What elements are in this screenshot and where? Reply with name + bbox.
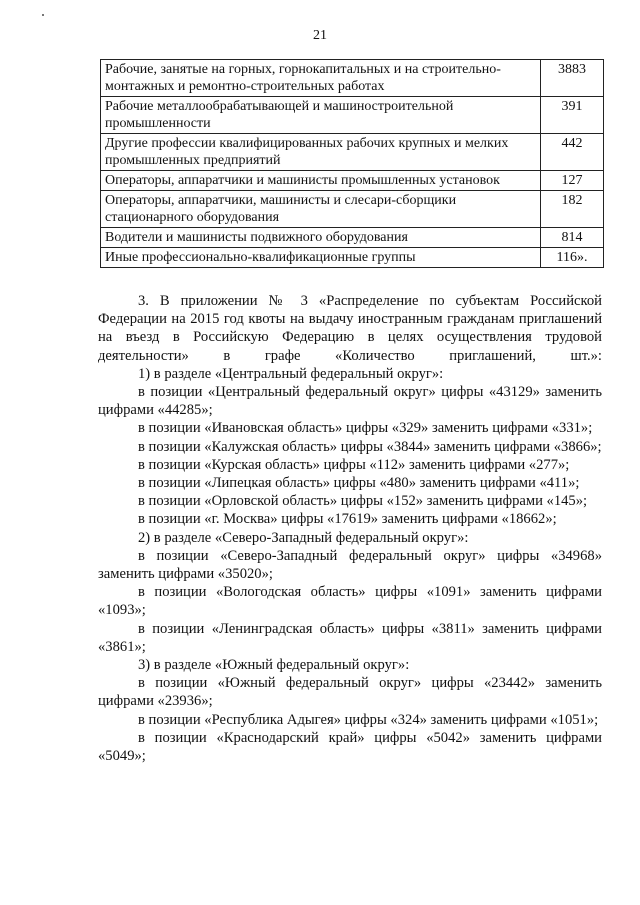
table-row bbox=[101, 97, 604, 134]
amendment-item: в позиции «Центральный федеральный округ» цифры «43129» заменить цифрами «44285»; bbox=[98, 384, 602, 419]
row-label: Операторы, аппаратчики и машинисты промышленных установок bbox=[101, 171, 541, 191]
row-value: 391 bbox=[541, 97, 604, 134]
row-value: 116». bbox=[541, 248, 604, 268]
scan-speck bbox=[42, 14, 44, 16]
row-value: 3883 bbox=[541, 60, 604, 97]
row-label: Иные профессионально-квалификационные группы bbox=[101, 248, 541, 268]
amendment-item: в позиции «Ивановская область» цифры «329» заменить цифрами «331»; bbox=[138, 420, 593, 437]
table-row bbox=[101, 171, 604, 191]
amendment-item: в позиции «Краснодарский край» цифры «5042» заменить цифрами «5049»; bbox=[98, 729, 602, 765]
row-label: Другие профессии квалифицированных рабочих крупных и мелких промышленных предприятий bbox=[101, 134, 541, 171]
table-row bbox=[101, 228, 604, 248]
amendment-item: в позиции «Южный федеральный округ» цифры «23442» заменить цифрами «23936»; bbox=[98, 675, 602, 710]
amendment-item: в позиции «Вологодская область» цифры «1091» заменить цифрами «1093»; bbox=[98, 584, 602, 619]
row-value: 814 bbox=[541, 228, 604, 248]
table-row bbox=[101, 248, 604, 268]
section-heading: 1) в разделе «Центральный федеральный округ»: bbox=[138, 365, 444, 382]
row-value: 442 bbox=[541, 134, 604, 171]
amendment-item: в позиции «г. Москва» цифры «17619» заменить цифрами «18662»; bbox=[138, 511, 557, 528]
table-row bbox=[101, 134, 604, 171]
amendment-intro: 3. В приложении № 3 «Распределение по субъектам Российской Федерации на 2015 год квоты на выдачу иностранным гражданам приглашений на въезд в Российскую Федерацию в целях осуществления трудовой деятельности» в графе «Количество приглашений, шт.»: bbox=[98, 293, 602, 364]
amendment-item: в позиции «Республика Адыгея» цифры «324» заменить цифрами «1051»; bbox=[138, 711, 599, 728]
row-label: Водители и машинисты подвижного оборудования bbox=[101, 228, 541, 248]
section-heading: 2) в разделе «Северо-Западный федеральный округ»: bbox=[138, 529, 469, 546]
table-row bbox=[101, 191, 604, 228]
amendment-item: в позиции «Орловской область» цифры «152» заменить цифрами «145»; bbox=[138, 493, 588, 510]
amendment-item: в позиции «Ленинградская область» цифры «3811» заменить цифрами «3861»; bbox=[98, 620, 602, 655]
amendment-item: в позиции «Липецкая область» цифры «480» заменить цифрами «411»; bbox=[138, 475, 580, 492]
quota-table bbox=[100, 59, 604, 268]
amendment-item: в позиции «Курская область» цифры «112» заменить цифрами «277»; bbox=[138, 456, 570, 473]
table-row bbox=[101, 60, 604, 97]
amendment-item: в позиции «Северо-Западный федеральный округ» цифры «34968» заменить цифрами «35020»; bbox=[98, 547, 602, 583]
row-label: Рабочие металлообрабатывающей и машиностроительной промышленности bbox=[101, 97, 541, 134]
amendment-text bbox=[98, 292, 602, 765]
amendment-item: в позиции «Калужская область» цифры «3844» заменить цифрами «3866»; bbox=[138, 438, 602, 455]
row-label: Рабочие, занятые на горных, горнокапитальных и на строительно-монтажных и ремонтно-строительных работах bbox=[101, 60, 541, 97]
row-value: 182 bbox=[541, 191, 604, 228]
section-heading: 3) в разделе «Южный федеральный округ»: bbox=[138, 657, 410, 674]
row-value: 127 bbox=[541, 171, 604, 191]
page-number: 21 bbox=[313, 28, 327, 43]
row-label: Операторы, аппаратчики, машинисты и слесари-сборщики стационарного оборудования bbox=[101, 191, 541, 228]
